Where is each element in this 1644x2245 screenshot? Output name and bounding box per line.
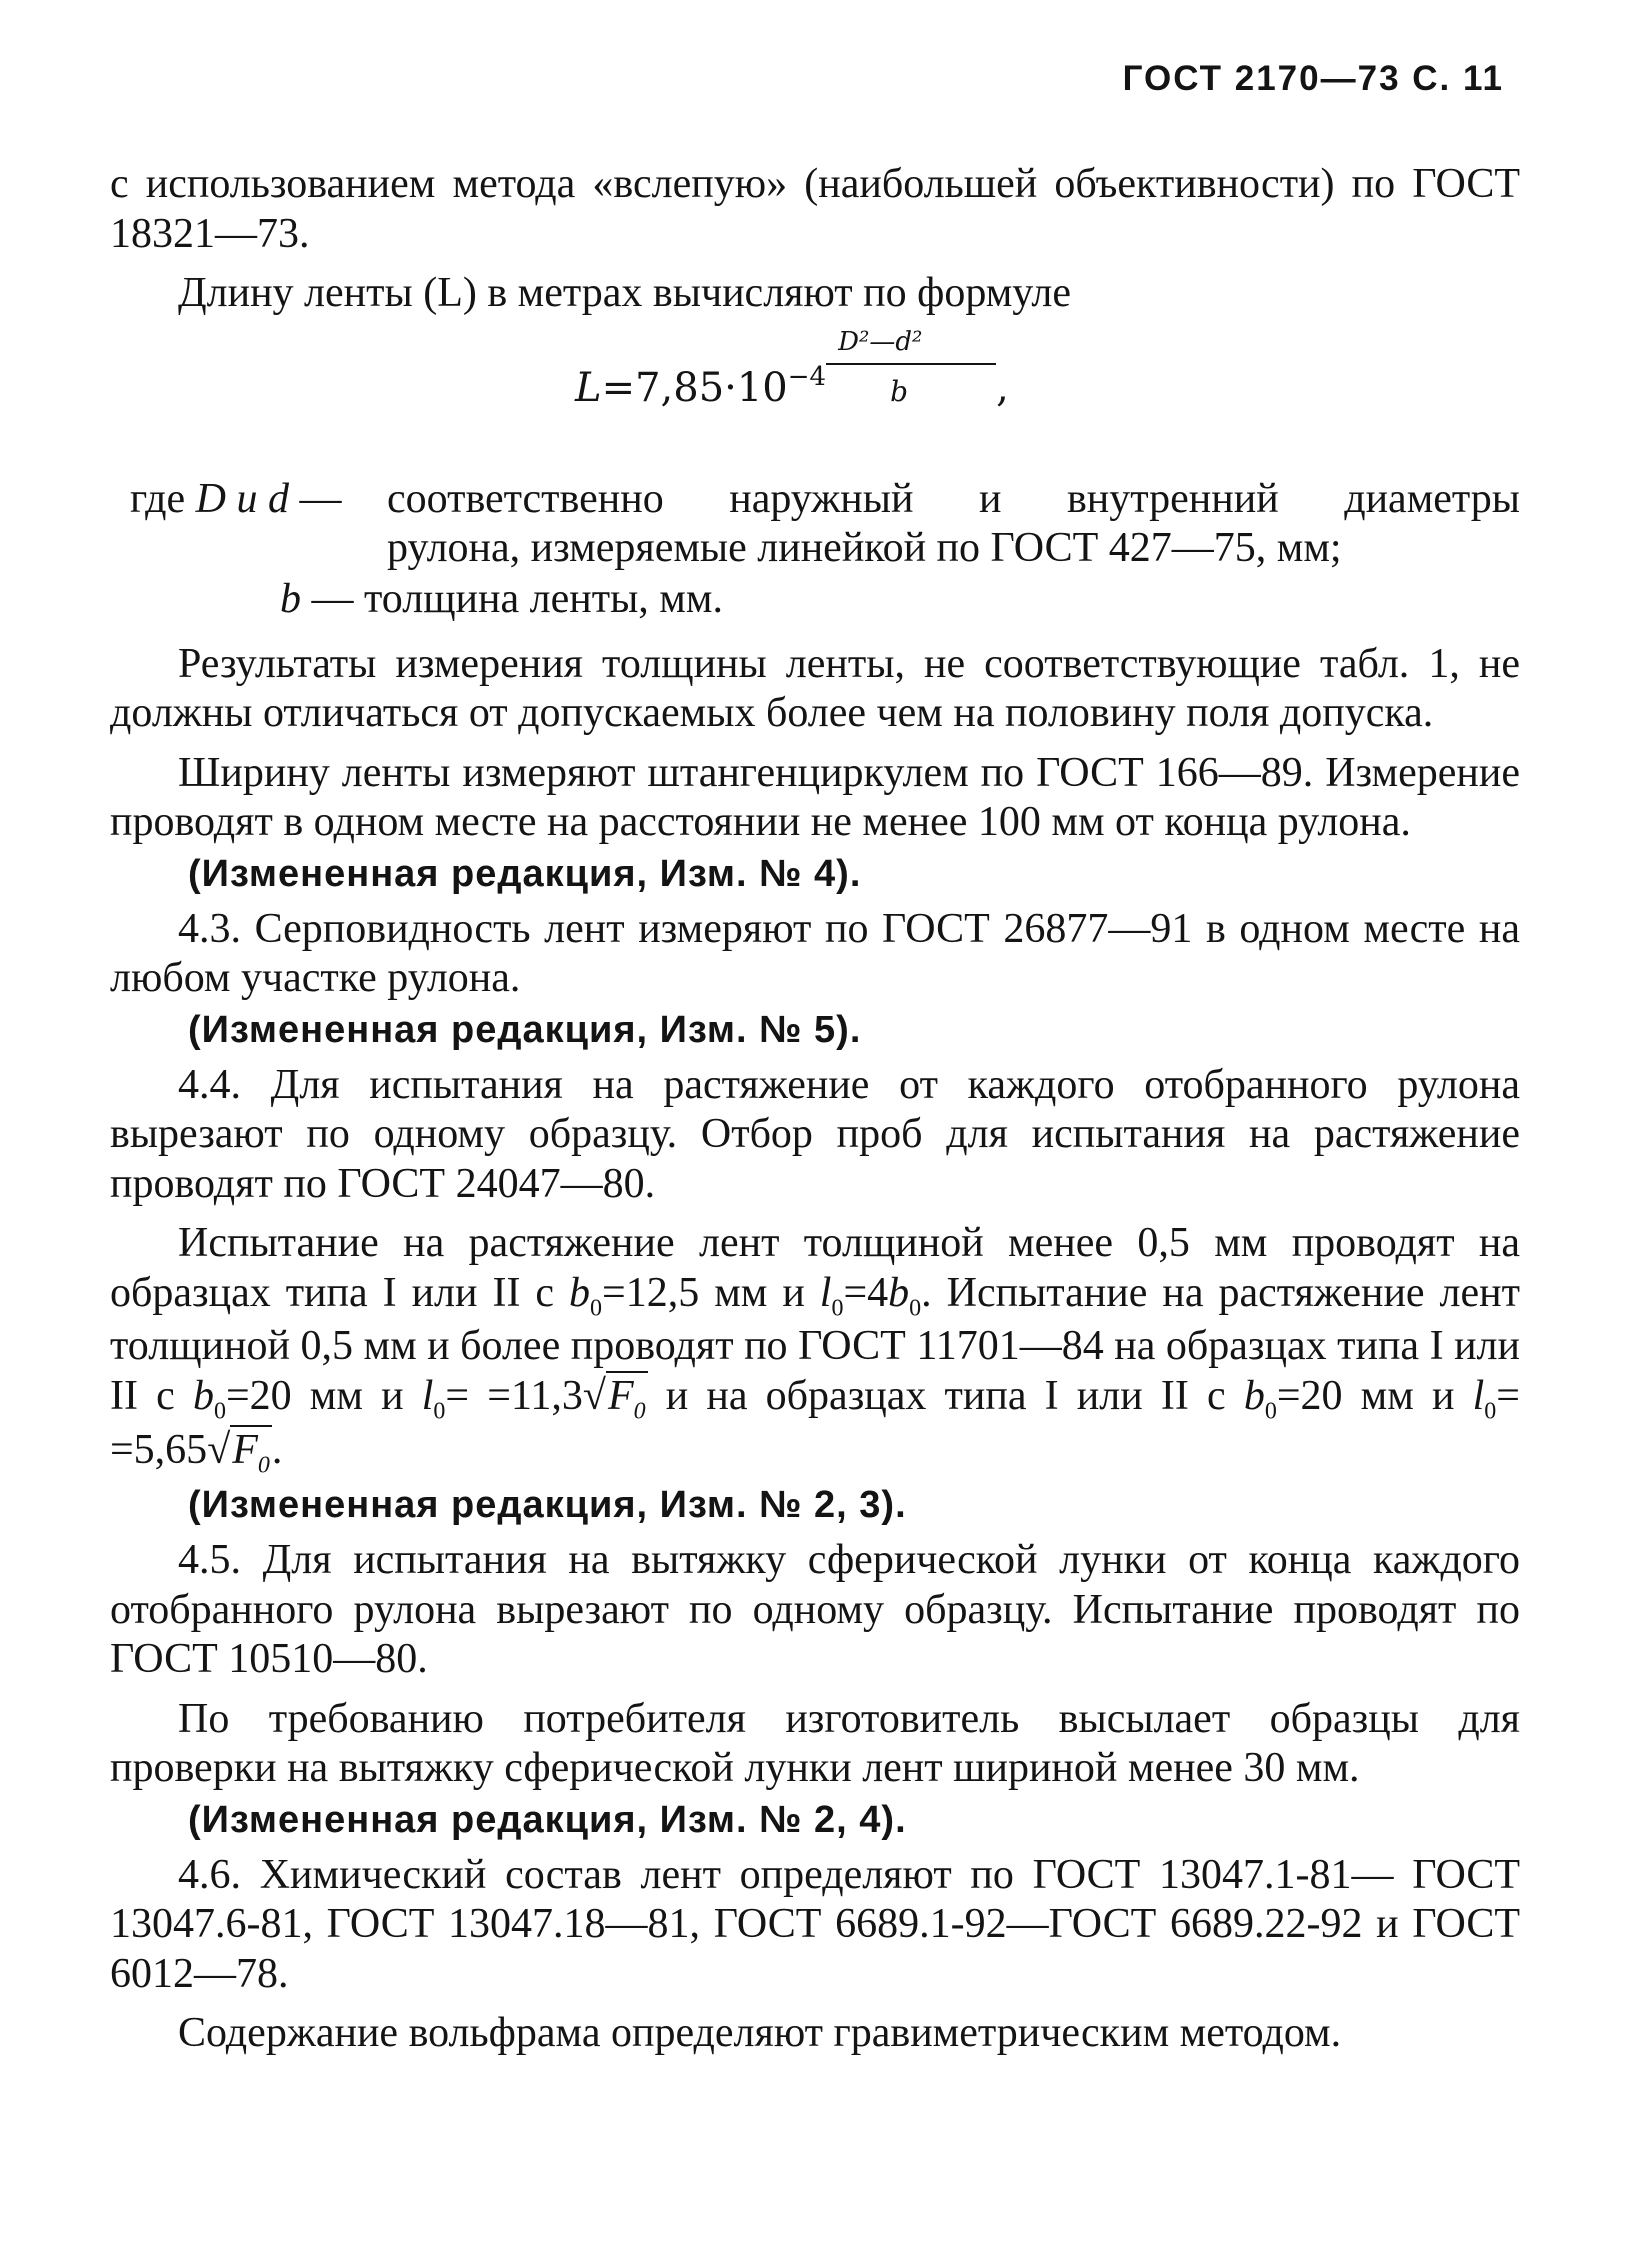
sqrt-sign: √ xyxy=(207,1426,231,1473)
amendment-note-5: (Измененная редакция, Изм. № 5). xyxy=(188,1008,862,1051)
text-run: и на образцах типа I или II с xyxy=(647,1373,1244,1420)
sqrt-radicand xyxy=(606,1371,648,1425)
legend-word: соответственно xyxy=(387,475,664,522)
legend-b-var: b xyxy=(280,575,301,622)
subscript-0: 0 xyxy=(213,1398,226,1425)
legend-word: и xyxy=(978,475,1002,522)
legend-Dd-vars xyxy=(130,475,342,525)
amendment-note-4: (Измененная редакция, Изм. № 4). xyxy=(188,852,862,895)
paragraph-tensile-test xyxy=(110,1219,1520,1479)
subscript-0: 0 xyxy=(909,1295,922,1322)
paragraph-consumer-request: По требованию потребителя изготовитель высылает образцы для проверки на вытяжку сферической лунки лент шириной менее 30 мм. xyxy=(110,1695,1520,1792)
formula-comma: , xyxy=(996,364,1009,411)
formula-expression xyxy=(575,326,1009,412)
formula-legend xyxy=(110,475,1520,630)
text-run: . xyxy=(271,1426,283,1473)
var-b: b xyxy=(192,1373,214,1420)
text-run: Испытание на растяжение лент толщиной менее 0,5 мм проводят на образцах типа I или II с xyxy=(110,1220,1520,1316)
sqrt-sign: √ xyxy=(582,1373,606,1420)
var-l: l xyxy=(1472,1373,1485,1420)
text-run: =20 мм и xyxy=(225,1373,422,1420)
paragraph-tungsten: Содержание вольфрама определяют гравиметрическим методом. xyxy=(178,2010,1342,2057)
formula-exponent: −4 xyxy=(787,361,827,392)
amendment-note-2-3: (Измененная редакция, Изм. № 2, 3). xyxy=(188,1484,907,1527)
text-run: =12,5 мм и xyxy=(602,1269,820,1316)
legend-Dd-line1 xyxy=(387,475,1520,525)
text-run: = =5,65 xyxy=(110,1373,1520,1473)
var-l: l xyxy=(421,1373,434,1420)
paragraph-thickness-results: Результаты измерения толщины ленты, не соответствующие табл. 1, не должны отличаться от допускаемых более чем на половину поля допуска. xyxy=(110,640,1520,737)
legend-word: диаметры xyxy=(1344,475,1520,522)
formula-numerator: D²—d² xyxy=(838,326,923,357)
formula-coefficient: =7,85·10 xyxy=(601,364,788,411)
sqrt-radicand xyxy=(230,1425,272,1479)
legend-Dd: D и d xyxy=(195,475,289,522)
legend-b xyxy=(280,575,723,625)
paragraph-4-4: 4.4. Для испытания на растяжение от каждого отобранного рулона вырезают по одному образцу. Отбор проб для испытания на растяжение проводят по ГОСТ 24047—80. xyxy=(110,1061,1520,1207)
page-header: ГОСТ 2170—73 С. 11 xyxy=(1122,59,1504,98)
text-run: . Испытание на растяжение лент толщиной 0,5 мм и более проводят по ГОСТ 11701—84 на образцах типа I или II с xyxy=(110,1269,1520,1420)
paragraph-4-3: 4.3. Серповидность лент измеряют по ГОСТ 26877—91 в одном месте на любом участке рулона. xyxy=(110,905,1520,1002)
subscript-0: 0 xyxy=(590,1295,603,1322)
document-body xyxy=(110,160,1520,2059)
var-b: b xyxy=(569,1269,591,1316)
paragraph-blind-method: с использованием метода «вслепую» (наибольшей объективности) по ГОСТ 18321—73. xyxy=(110,161,1520,257)
subscript-0: 0 xyxy=(433,1398,446,1425)
text-run: = =11,3 xyxy=(445,1373,583,1420)
legend-dash: — xyxy=(299,475,342,522)
var-b: b xyxy=(1243,1373,1265,1420)
paragraph-4-5: 4.5. Для испытания на вытяжку сферической лунки от конца каждого отобранного рулона вырезают по одному образцу. Испытание проводят по ГОСТ 10510—80. xyxy=(110,1537,1520,1683)
subscript-0: 0 xyxy=(831,1295,844,1322)
subscript-0: 0 xyxy=(1264,1398,1277,1425)
paragraph-length-formula-intro: Длину ленты (L) в метрах вычисляют по формуле xyxy=(178,270,1072,317)
legend-word: внутренний xyxy=(1066,475,1279,522)
length-formula xyxy=(110,323,1520,473)
var-l: l xyxy=(819,1269,832,1316)
subscript-0: 0 xyxy=(1484,1398,1497,1425)
legend-prefix: где xyxy=(130,475,186,522)
formula-denominator: b xyxy=(890,374,909,408)
var-F: F xyxy=(607,1373,634,1420)
legend-Dd-description xyxy=(387,475,1520,574)
var-F: F xyxy=(232,1426,258,1473)
text-run: =20 мм и xyxy=(1276,1373,1473,1420)
formula-fraction xyxy=(826,326,996,408)
text-run: =4 xyxy=(843,1269,889,1316)
var-b: b xyxy=(888,1269,910,1316)
formula-lhs: L xyxy=(575,364,602,411)
fraction-bar xyxy=(826,363,996,365)
legend-b-desc: — толщина ленты, мм. xyxy=(311,575,723,622)
legend-Dd-line2: рулона, измеряемые линейкой по ГОСТ 427—75, мм; xyxy=(387,525,1342,572)
amendment-note-2-4: (Измененная редакция, Изм. № 2, 4). xyxy=(188,1798,907,1841)
legend-word: наружный xyxy=(729,475,914,522)
subscript-0: 0 xyxy=(257,1452,270,1479)
subscript-0: 0 xyxy=(633,1398,646,1425)
paragraph-4-6: 4.6. Химический состав лент определяют по ГОСТ 13047.1-81— ГОСТ 13047.6-81, ГОСТ 13047.18—81, ГОСТ 6689.1-92—ГОСТ 6689.22-92 и ГОСТ 6012—78. xyxy=(110,1851,1520,1997)
paragraph-width-measurement: Ширину ленты измеряют штангенциркулем по ГОСТ 166—89. Измерение проводят в одном месте на расстоянии не менее 100 мм от конца рулона. xyxy=(110,749,1520,846)
